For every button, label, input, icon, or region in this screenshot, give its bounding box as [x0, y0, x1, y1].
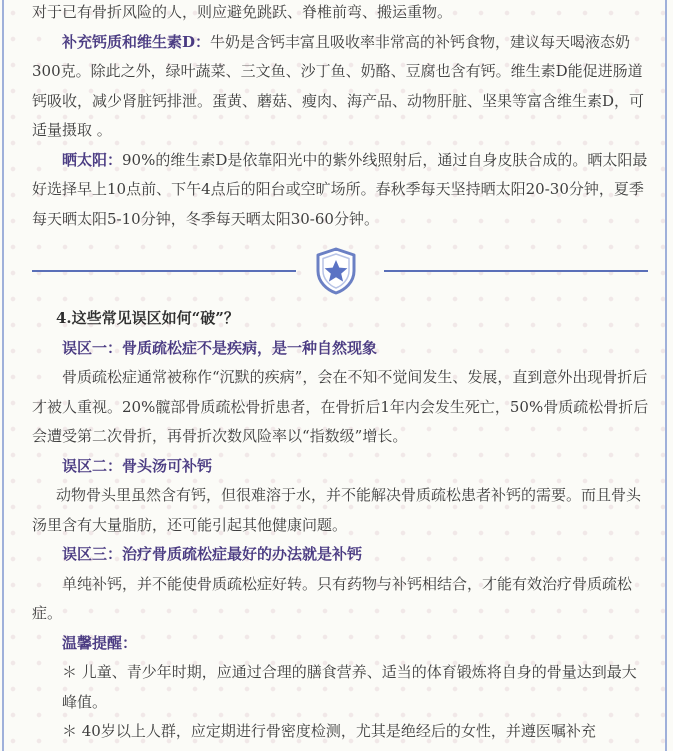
- myth2-heading: 误区二：骨头汤可补钙: [62, 456, 213, 475]
- tips-heading: 温馨提醒：: [62, 633, 138, 652]
- frame-right-border: [665, 0, 667, 751]
- section-title: 4.这些常见误区如何“破”？: [56, 309, 239, 327]
- sunbath-paragraph: [32, 146, 650, 235]
- divider-line-left: [32, 270, 296, 272]
- myths-section: [32, 304, 650, 747]
- divider-line-right: [384, 270, 648, 272]
- calcium-label: 补充钙质和维生素D：: [62, 32, 211, 51]
- frame-left-border: [2, 0, 4, 751]
- myth2-text: 动物骨头里虽然含有钙，但很难溶于水，并不能解决骨质疏松患者补钙的需要。而且骨头汤里含有大量脂肪，还可能引起其他健康问题。: [32, 486, 642, 534]
- tip-item-2: ＊ 40岁以上人群，应定期进行骨密度检测，尤其是绝经后的女性，并遵医嘱补充: [62, 722, 596, 740]
- myth3-heading: 误区三：治疗骨质疏松症最好的办法就是补钙: [62, 545, 363, 563]
- myth1-text: 骨质疏松症通常被称作“沉默的疾病”，会在不知不觉间发生、发展，直到意外出现骨折后才被人重视。20%髋部骨质疏松骨折患者，在骨折后1年内会发生死亡，50%骨质疏松骨折后会遭受第二次骨折，再骨折次数风险率以“指数级”增长。: [32, 368, 649, 445]
- myth1-heading: 误区一：骨质疏松症不是疾病，是一种自然现象: [62, 338, 378, 357]
- calcium-text: 牛奶是含钙丰富且吸收率非常高的补钙食物，建议每天喝液态奶300克。除此之外，绿叶蔬菜、三文鱼、沙丁鱼、奶酪、豆腐也含有钙。维生素D能促进肠道钙吸收，减少肾脏钙排泄。蛋黄、蘑菇、瘦肉、海产品、动物肝脏、坚果等富含维生素D，可适量摄取 。: [32, 32, 645, 139]
- intro-line: 对于已有骨折风险的人，则应避免跳跃、脊椎前弯、搬运重物。: [32, 3, 453, 21]
- sunbath-label: 晒太阳：: [62, 150, 123, 169]
- section-divider: [32, 245, 648, 295]
- sunbath-text: 90%的维生素D是依靠阳光中的紫外线照射后，通过自身皮肤合成的。晒太阳最好选择早上10点前、下午4点后的阳台或空旷场所。春秋季每天坚持晒太阳20-30分钟，夏季每天晒太阳5-10分钟，冬季每天晒太阳30-60分钟。: [32, 150, 648, 228]
- tip-item-1: ＊ 儿童、青少年时期，应通过合理的膳食营养、适当的体育锻炼将自身的骨量达到最大峰值。: [62, 663, 637, 711]
- calcium-paragraph: [32, 28, 650, 146]
- prevention-section: [32, 0, 650, 234]
- myth3-text: 单纯补钙，并不能使骨质疏松症好转。只有药物与补钙相结合，才能有效治疗骨质疏松症。: [32, 574, 633, 622]
- star-shield-icon: [314, 247, 358, 295]
